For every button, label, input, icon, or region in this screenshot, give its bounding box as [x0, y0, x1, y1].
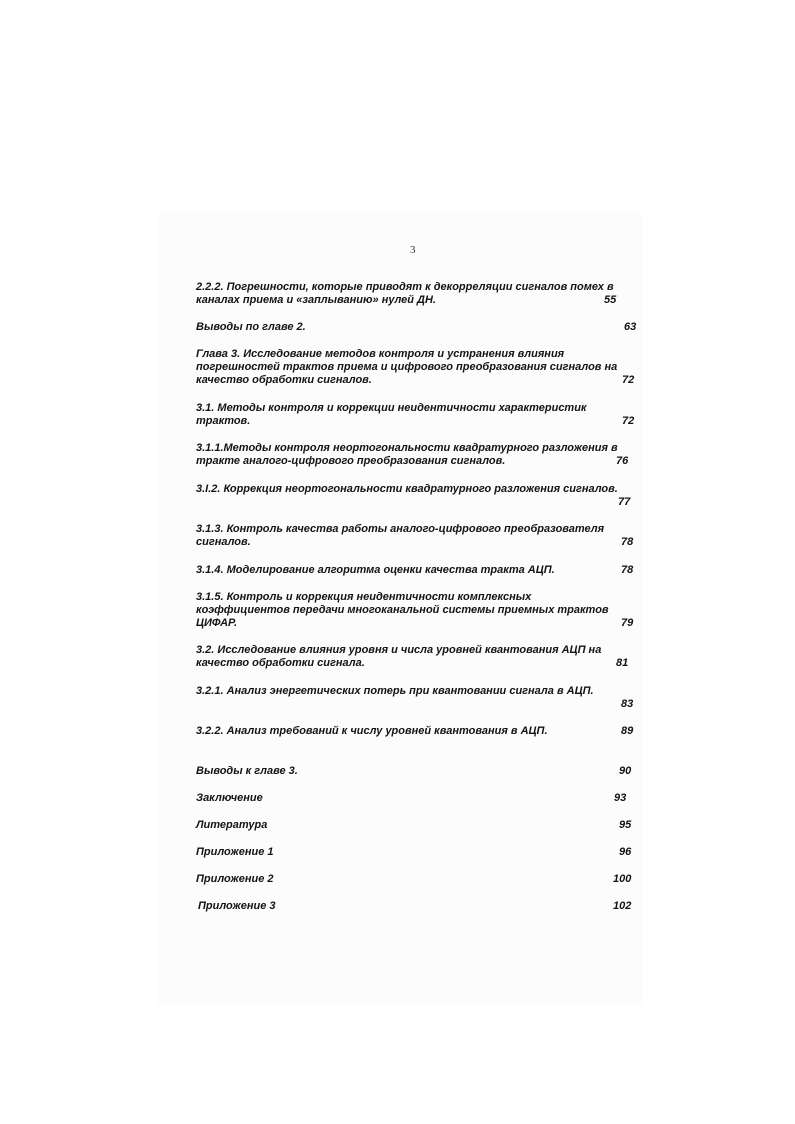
toc-page-number: 76: [616, 455, 629, 467]
toc-page-number: 78: [621, 564, 634, 576]
toc-entry-line: каналах приема и «заплыванию» нулей ДН.: [196, 294, 436, 306]
toc-entry-2-2-2: [196, 281, 638, 307]
toc-entry-line: 3.1.5. Контроль и коррекция неидентичности комплексных: [196, 591, 532, 603]
toc-page-number: 100: [613, 873, 632, 885]
toc-page-number: 78: [621, 536, 634, 548]
toc-entry-conclusions-ch3: [196, 765, 638, 778]
toc-entry-line: трактов.: [196, 415, 251, 427]
page-number: 3: [410, 244, 416, 256]
toc-page-number: 72: [622, 415, 635, 427]
toc-page-number: 93: [614, 792, 627, 804]
toc-entry-appendix-3: [198, 900, 640, 913]
toc-entry-line: погрешностей трактов приема и цифрового преобразования сигналов на: [196, 361, 618, 373]
toc-page-number: 102: [613, 900, 632, 912]
toc-entry-line: ЦИФАР.: [196, 617, 238, 629]
toc-page-number: 89: [621, 725, 634, 737]
toc-entry-3-1-1: [196, 442, 636, 468]
toc-entry-line: Глава 3. Исследование методов контроля и устранения влияния: [196, 348, 565, 360]
toc-page-number: 95: [619, 819, 632, 831]
toc-entry-3-1-4: [196, 564, 638, 577]
toc-entry-line: 3.1. Методы контроля и коррекции неидентичности характеристик: [196, 402, 587, 414]
toc-entry-appendix-1: [196, 846, 638, 859]
toc-entry-conclusion: [196, 792, 638, 805]
toc-entry-line: 3.1.4. Моделирование алгоритма оценки качества тракта АЦП.: [196, 564, 555, 576]
toc-page-number: 90: [619, 765, 632, 777]
toc-entry-chapter-3: [196, 348, 638, 387]
toc-entry-line: 3.1.1.Методы контроля неортогональности квадратурного разложения в: [196, 442, 618, 454]
toc-page-number: 96: [619, 846, 632, 858]
toc-entry-3-1-5: [196, 591, 638, 630]
toc-entry-line: Приложение 2: [196, 873, 274, 885]
toc-page-number: 77: [618, 496, 631, 508]
toc-entry-line: Приложение 3: [198, 900, 276, 912]
toc-entry-literature: [196, 819, 638, 832]
toc-entry-line: качество обработки сигнала.: [196, 657, 365, 669]
toc-entry-line: Выводы по главе 2.: [196, 321, 306, 333]
toc-entry-3-2-1: [196, 685, 638, 698]
toc-entry-3-1: [196, 402, 638, 428]
toc-entry-3-2: [196, 644, 638, 670]
toc-entry-3-2-2: [196, 725, 638, 738]
toc-entry-line: качество обработки сигналов.: [196, 374, 372, 386]
toc-entry-line: тракте аналого-цифрового преобразования сигналов.: [196, 455, 506, 467]
toc-entry-3-1-3: [196, 523, 638, 549]
toc-entry-conclusions-ch2: [196, 321, 638, 334]
toc-entry-line: 3.2.1. Анализ энергетических потерь при квантовании сигнала в АЦП.: [196, 685, 594, 697]
toc-entry-line: коэффициентов передачи многоканальной системы приемных трактов: [196, 604, 609, 616]
toc-entry-line: Приложение 1: [196, 846, 274, 858]
toc-entry-line: сигналов.: [196, 536, 251, 548]
toc-page-number: 83: [621, 698, 634, 710]
toc-entry-line: 2.2.2. Погрешности, которые приводят к декорреляции сигналов помех в: [196, 281, 614, 293]
toc-entry-line: Литература: [196, 819, 268, 831]
toc-entry-line: Выводы к главе 3.: [196, 765, 298, 777]
toc-page-number: 63: [624, 321, 637, 333]
toc-entry-line: 3.2.2. Анализ требований к числу уровней квантования в АЦП.: [196, 725, 548, 737]
toc-entry-3-1-2: [196, 483, 638, 496]
toc-entry-appendix-2: [196, 873, 638, 886]
toc-entry-line: Заключение: [196, 792, 263, 804]
toc-page-number: 55: [604, 294, 617, 306]
toc-page-number: 72: [622, 374, 635, 386]
toc-entry-line: 3.2. Исследование влияния уровня и числа уровней квантования АЦП на: [196, 644, 602, 656]
toc-page-number: 79: [621, 617, 634, 629]
toc-page-number: 81: [616, 657, 629, 669]
toc-entry-line: 3.I.2. Коррекция неортогональности квадратурного разложения сигналов.: [196, 483, 618, 495]
toc-entry-line: 3.1.3. Контроль качества работы аналого-цифрового преобразователя: [196, 523, 605, 535]
